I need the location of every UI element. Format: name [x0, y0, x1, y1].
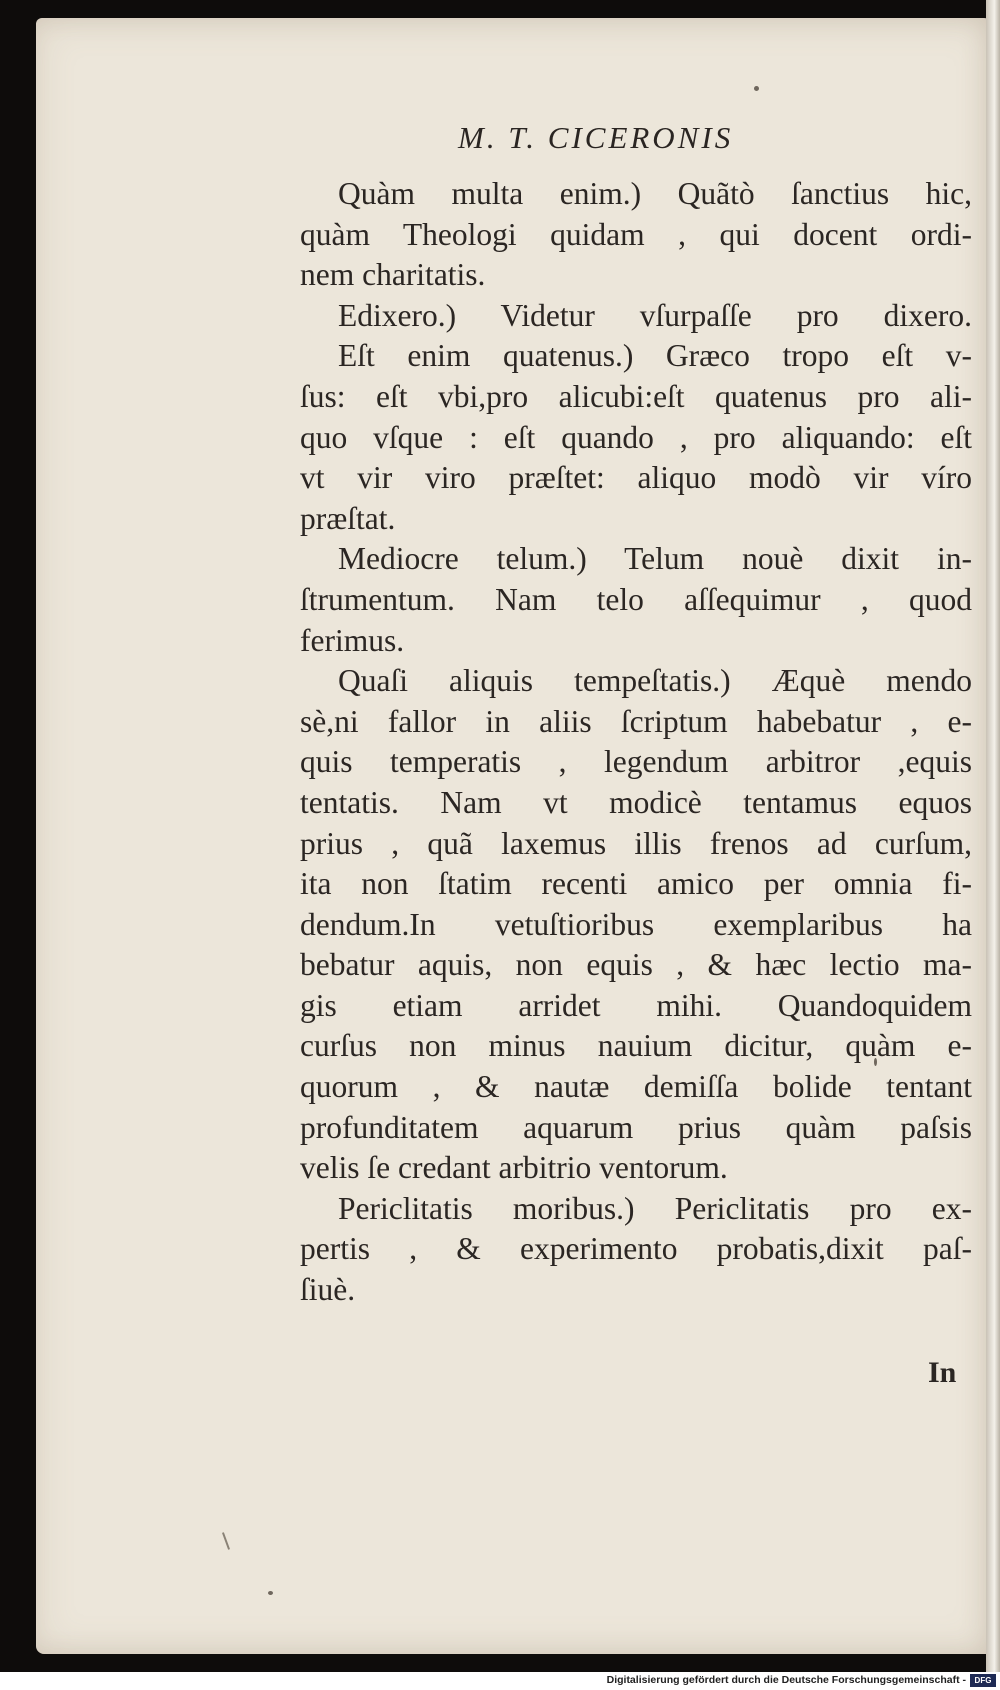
running-head: M. T. CICERONIS — [458, 120, 734, 155]
ink-speck — [754, 86, 759, 91]
text-line: ſiuè. — [300, 1272, 356, 1308]
ink-speck — [268, 1591, 273, 1595]
text-line: prius , quã laxemus illis frenos ad curſum, — [300, 825, 972, 861]
text-line: velis ſe credant arbitrio ventorum. — [300, 1150, 728, 1186]
text-line: Quaſi aliquis tempeſtatis.) Æquè mendo — [338, 663, 972, 699]
text-line: quàm Theologi quidam , qui docent ordi- — [300, 216, 972, 252]
text-line: Edixero.) Videtur vſurpaſſe pro dixero. — [338, 297, 972, 333]
text-line: quorum , & nautæ demiſſa bolide tentant — [300, 1069, 972, 1105]
text-line: Mediocre telum.) Telum nouè dixit in- — [338, 541, 972, 577]
text-line: quo vſque : eſt quando , pro aliquando: eſt — [300, 419, 972, 455]
text-line: Quàm multa enim.) Quãtò ſanctius hic, — [338, 176, 972, 211]
digitization-credit: Digitalisierung gefördert durch die Deutsche Forschungsgemeinschaft - — [606, 1674, 966, 1686]
text-line: curſus non minus nauium dicitur, quàm e- — [300, 1028, 972, 1064]
text-line: tentatis. Nam vt modicè tentamus equos — [300, 784, 972, 820]
catchword: In — [928, 1356, 957, 1389]
text-line: præſtat. — [300, 500, 396, 536]
text-line: dendum.In vetuſtioribus exemplaribus ha — [300, 906, 972, 942]
text-line: sè,ni fallor in aliis ſcriptum habebatur , e- — [300, 703, 972, 739]
text-line: pertis , & experimento probatis,dixit paſ- — [300, 1231, 972, 1267]
text-line: ſtrumentum. Nam telo aſſequimur , quod — [300, 581, 972, 617]
text-line: ferimus. — [300, 622, 405, 658]
text-line: gis etiam arridet mihi. Quandoquidem — [300, 987, 972, 1023]
text-line: quis temperatis , legendum arbitror ,equis — [300, 744, 972, 780]
text-line: nem charitatis. — [300, 257, 486, 293]
page-body — [300, 174, 972, 1311]
text-line: ſus: eſt vbi,pro alicubi:eſt quatenus pro ali- — [300, 378, 972, 414]
page-edge — [986, 0, 1000, 1672]
text-line: ita non ſtatim recenti amico per omnia fi- — [300, 866, 972, 902]
text-line: Eſt enim quatenus.) Græco tropo eſt v- — [338, 338, 972, 374]
text-line: vt vir viro præſtet: aliquo modò vir víro — [300, 460, 972, 496]
text-line: bebatur aquis, non equis , & hæc lectio ma- — [300, 947, 972, 983]
text-line: Periclitatis moribus.) Periclitatis pro ex- — [338, 1190, 972, 1226]
text-line: profunditatem aquarum prius quàm paſsis — [300, 1109, 972, 1145]
dfg-logo: DFG — [970, 1674, 996, 1687]
